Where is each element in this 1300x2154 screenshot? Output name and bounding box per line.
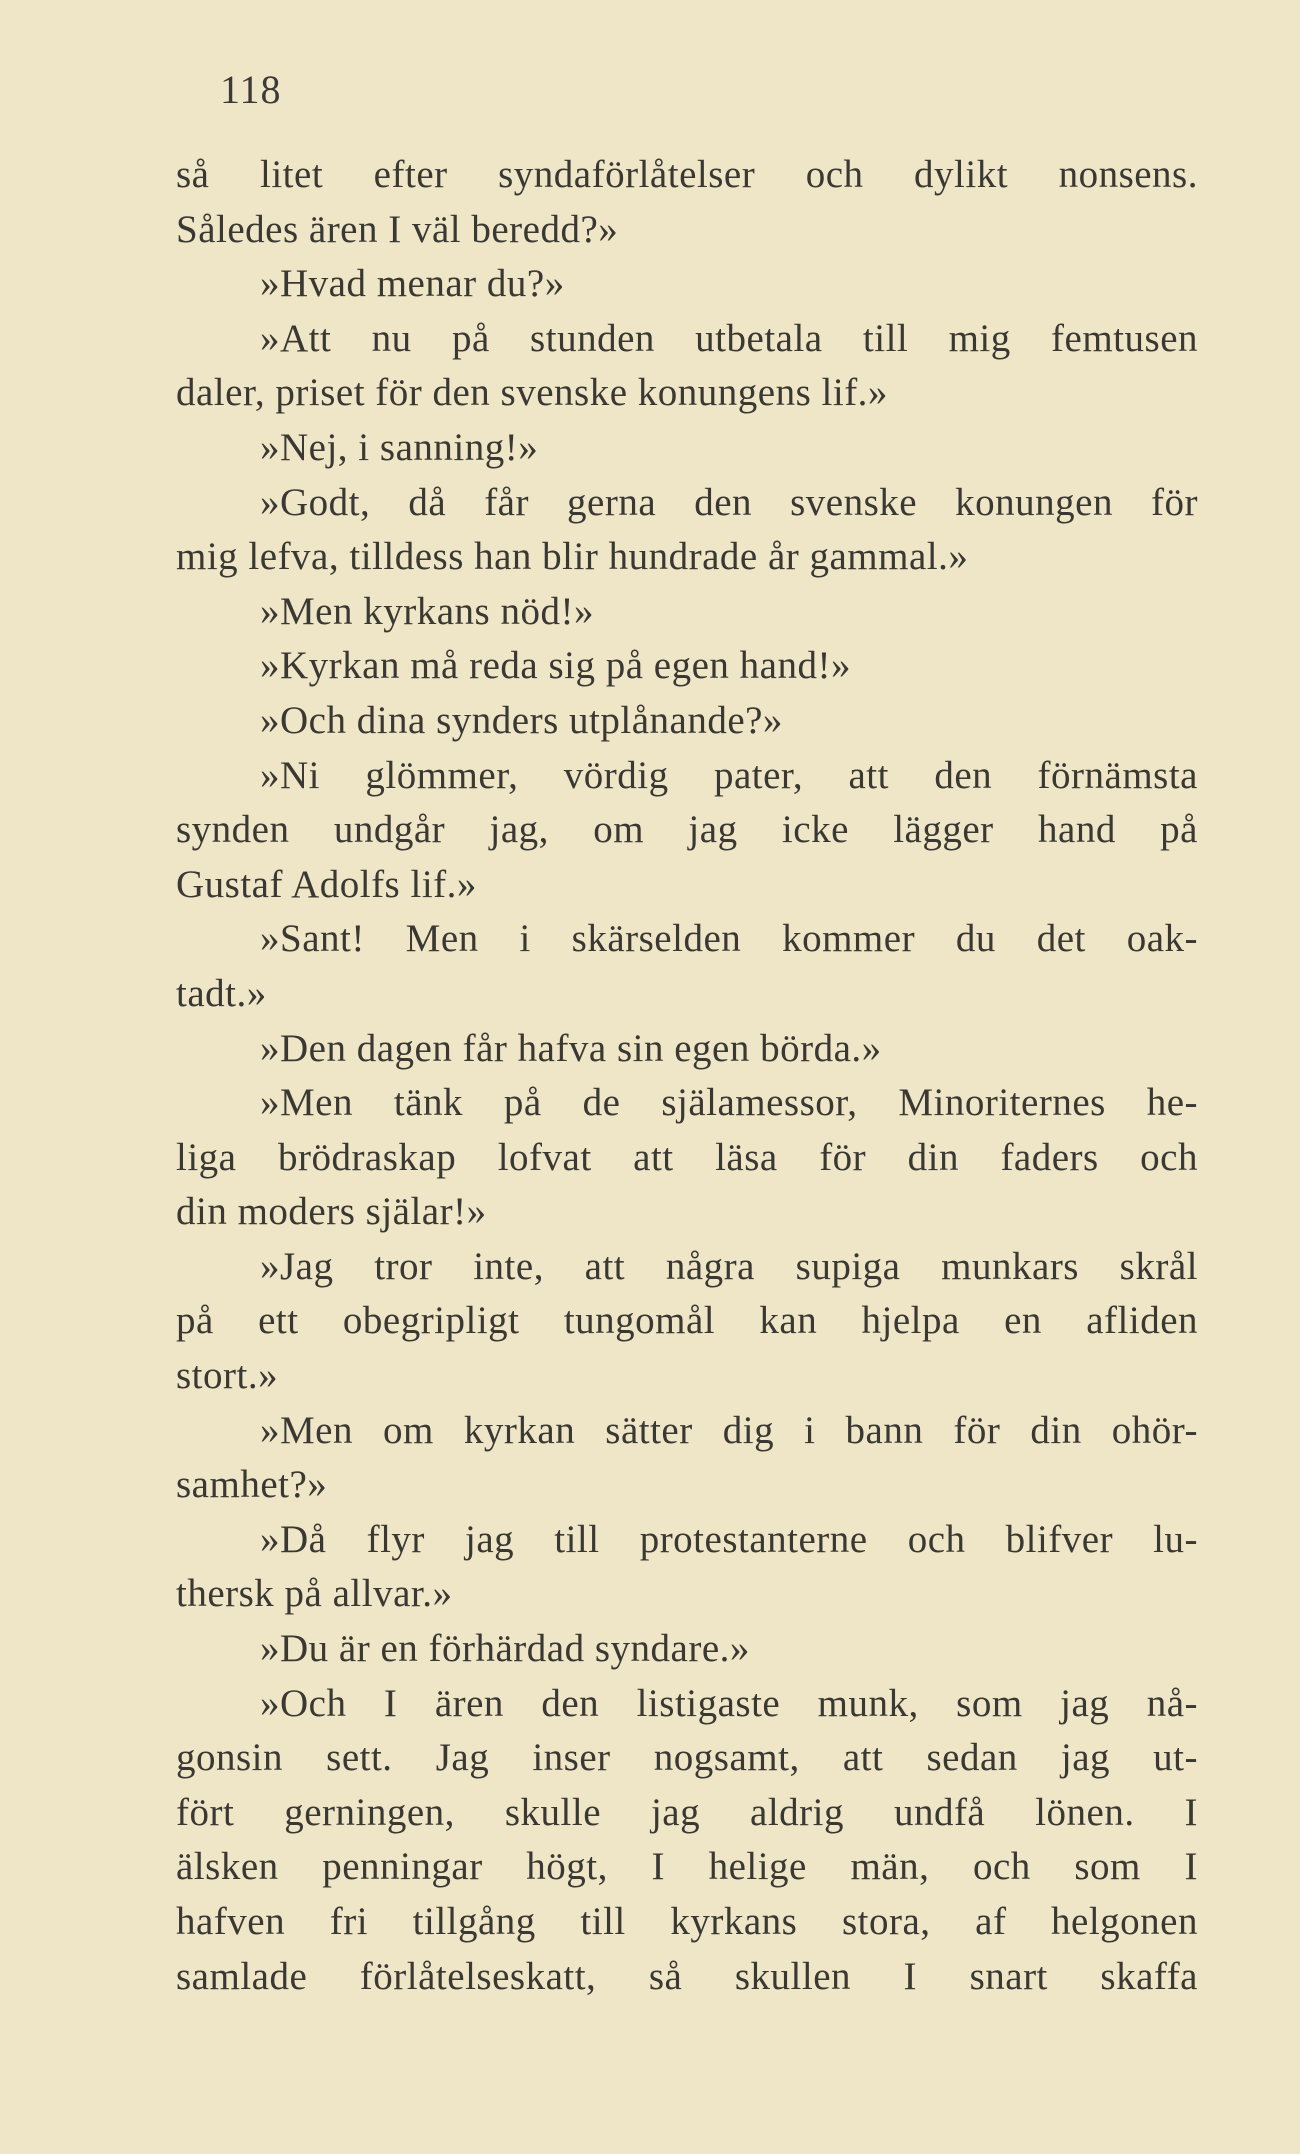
text-line: »Nej, i sanning!»	[260, 425, 539, 469]
text-line: älsken penningar högt, I helige män, och som I	[176, 1845, 1198, 1889]
text-line: mig lefva, tilldess han blir hundrade år gammal.»	[176, 535, 969, 579]
text-line: på ett obegripligt tungomål kan hjelpa en afliden	[176, 1299, 1198, 1343]
text-line: samhet?»	[176, 1463, 328, 1507]
text-line: stort.»	[176, 1354, 279, 1398]
text-line: gonsin sett. Jag inser nogsamt, att sedan jag ut-	[176, 1736, 1198, 1780]
text-line: »Godt, då får gerna den svenske konungen för	[260, 480, 1198, 524]
text-line: daler, priset för den svenske konungens lif.»	[176, 371, 888, 415]
text-line: din moders själar!»	[176, 1190, 487, 1234]
text-line: »Du är en förhärdad syndare.»	[260, 1627, 750, 1671]
text-line: fört gerningen, skulle jag aldrig undfå lönen. I	[176, 1790, 1198, 1834]
text-line: så litet efter syndaförlåtelser och dylikt nonsens.	[176, 153, 1198, 196]
text-line: »Ni glömmer, vördig pater, att den förnämsta	[260, 753, 1198, 797]
text-line: »Och I ären den listigaste munk, som jag nå-	[260, 1681, 1198, 1725]
text-line: »Och dina synders utplånande?»	[260, 698, 783, 742]
text-line: samlade förlåtelseskatt, så skullen I snart skaffa	[176, 1954, 1198, 1998]
text-line: »Men kyrkans nöd!»	[260, 589, 594, 633]
text-line: thersk på allvar.»	[176, 1572, 453, 1616]
text-line: »Kyrkan må reda sig på egen hand!»	[260, 644, 851, 688]
text-line: hafven fri tillgång till kyrkans stora, af helgonen	[176, 1900, 1198, 1943]
text-line: Således ären I väl beredd?»	[176, 207, 619, 251]
page-number: 118	[220, 67, 282, 112]
text-line: tadt.»	[176, 971, 267, 1015]
text-line: liga brödraskap lofvat att läsa för din faders och	[176, 1135, 1198, 1179]
text-line: »Sant! Men i skärselden kommer du det oak-	[260, 917, 1198, 961]
text-line: »Jag tror inte, att några supiga munkars skrål	[260, 1244, 1198, 1288]
text-line: »Då flyr jag till protestanterne och blifver lu-	[260, 1517, 1198, 1561]
text-line: »Den dagen får hafva sin egen börda.»	[260, 1026, 882, 1070]
text-line: »Men tänk på de själamessor, Minoriternes he-	[260, 1081, 1198, 1125]
text-line: »Att nu på stunden utbetala till mig femtusen	[260, 316, 1198, 360]
text-line: »Hvad menar du?»	[260, 262, 565, 306]
text-line: Gustaf Adolfs lif.»	[176, 862, 477, 906]
body-text	[176, 148, 1198, 2004]
text-line: synden undgår jag, om jag icke lägger hand på	[176, 808, 1198, 852]
text-line: »Men om kyrkan sätter dig i bann för din ohör-	[260, 1408, 1198, 1452]
